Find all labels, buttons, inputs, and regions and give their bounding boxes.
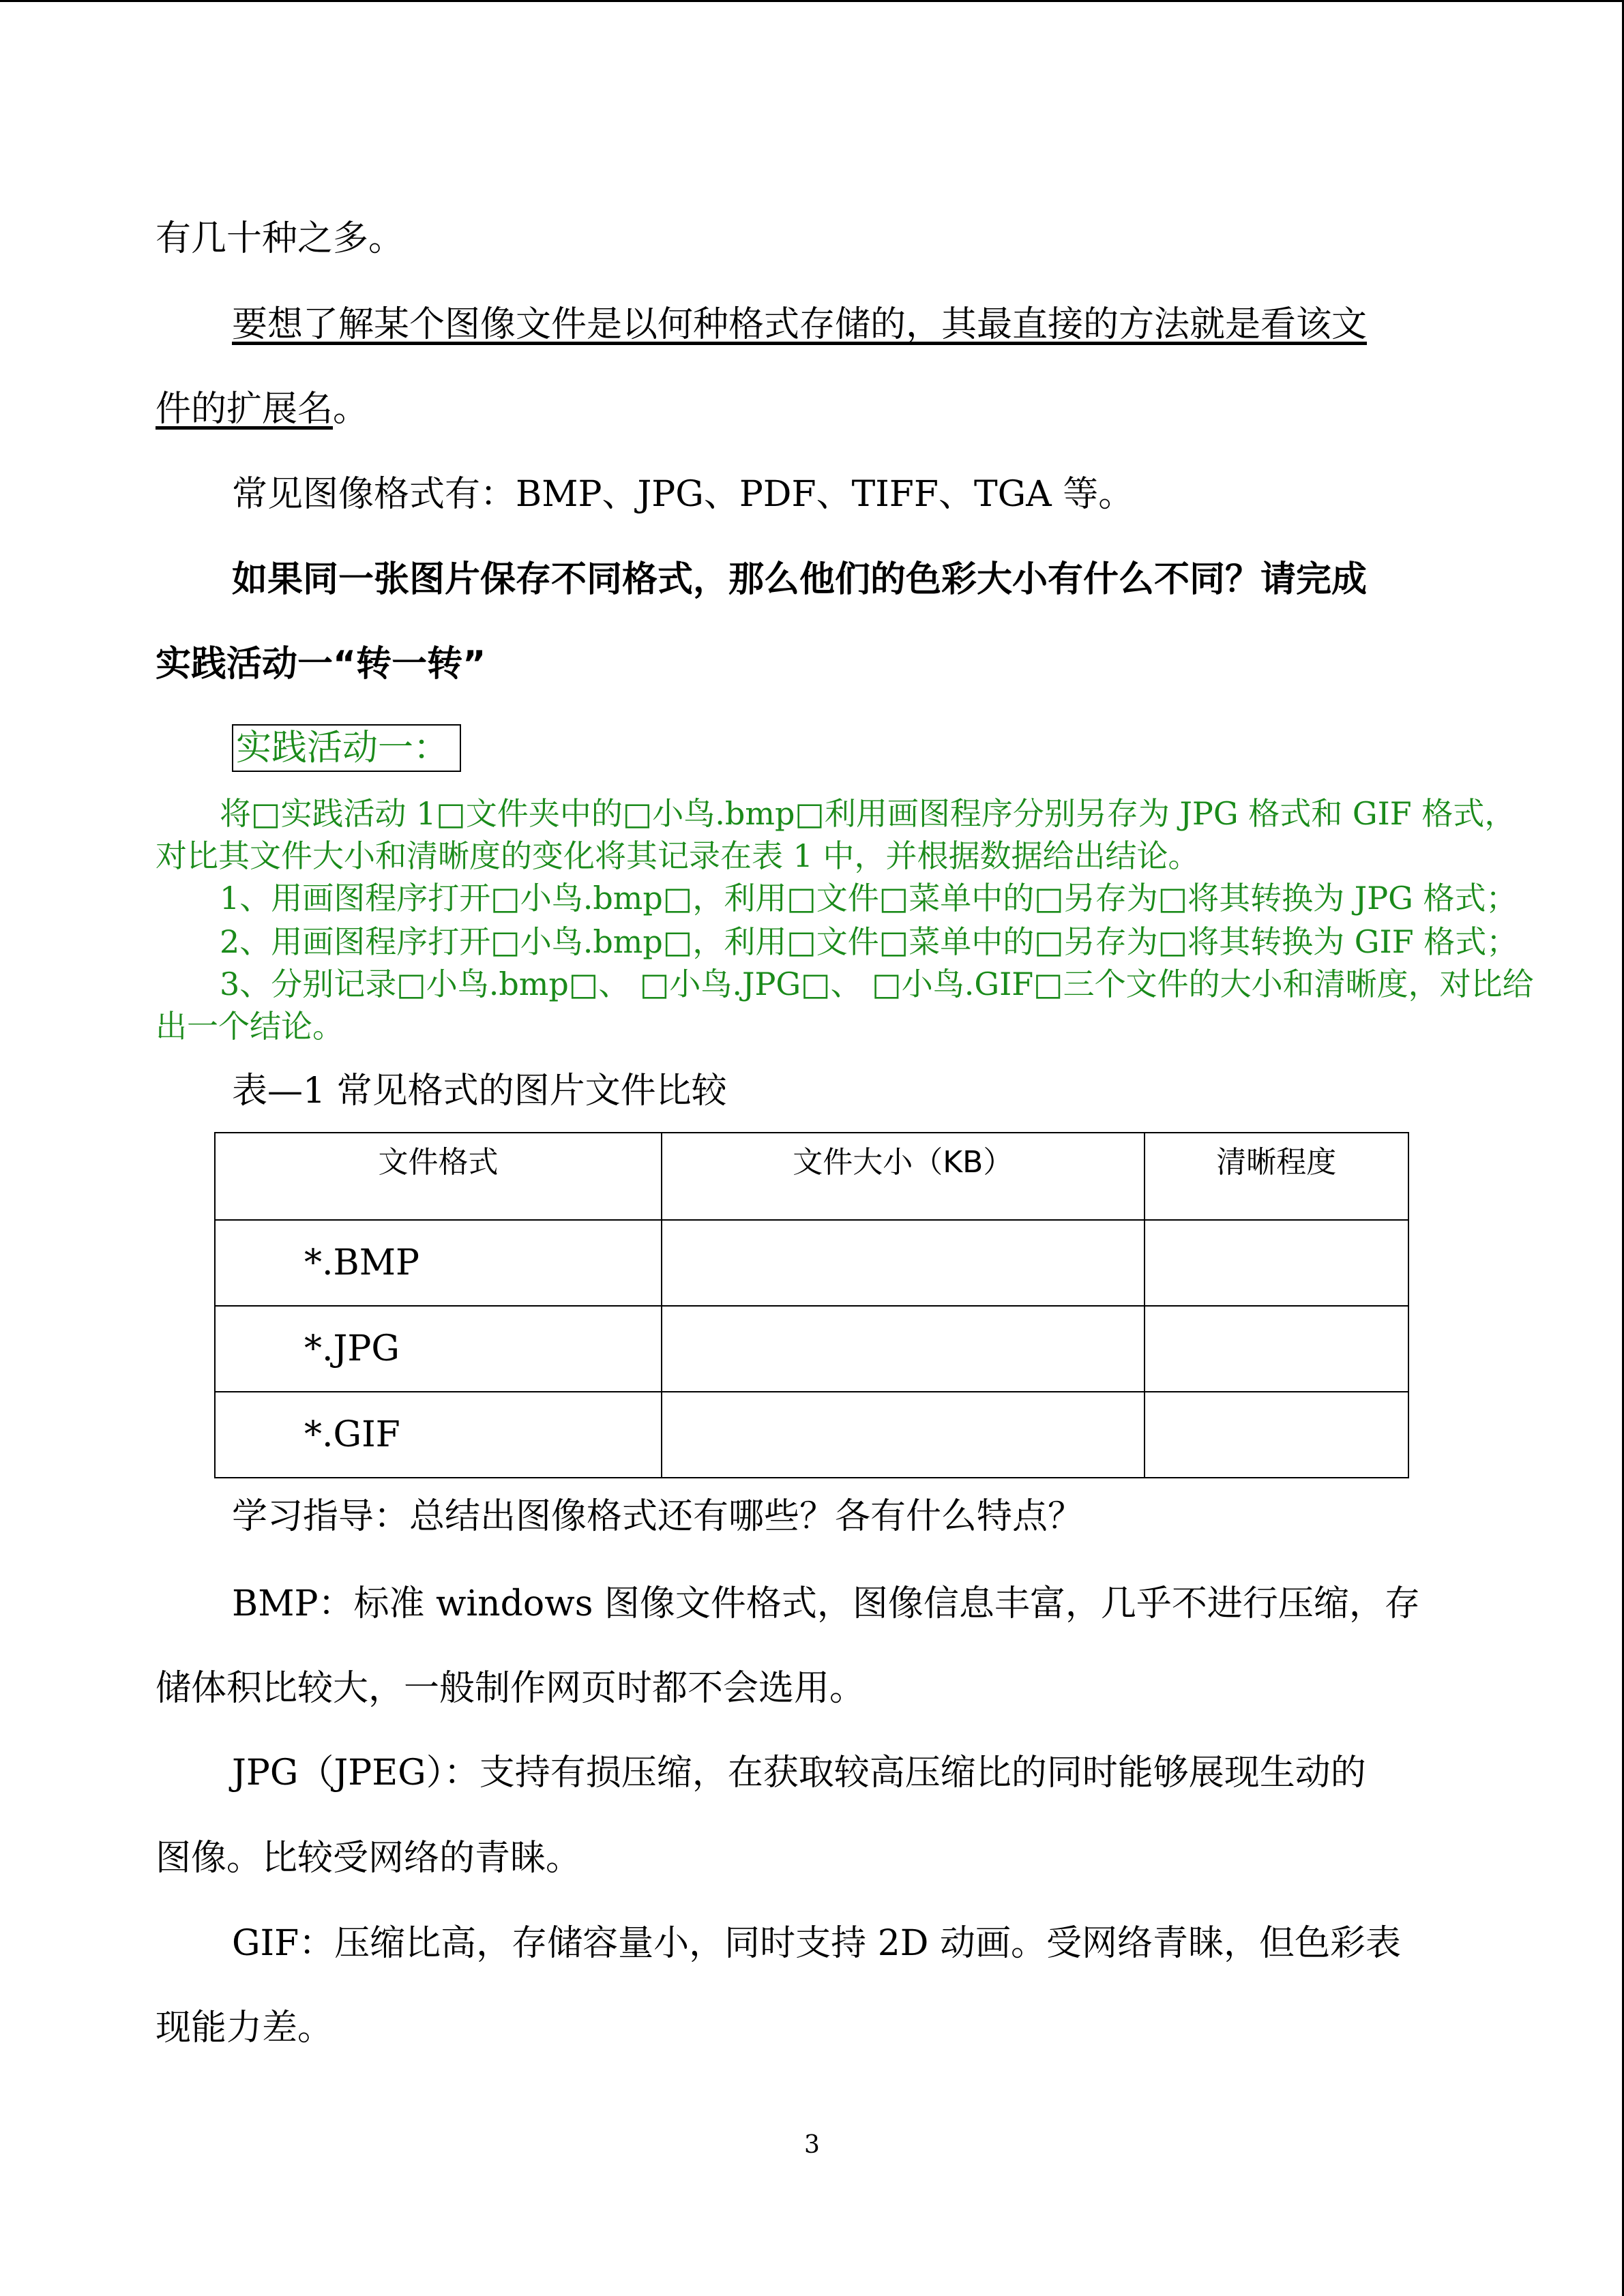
comparison-table: [214, 1132, 1409, 1478]
table-caption: 表—1 常见格式的图片文件比较: [232, 1071, 727, 1112]
guide-bmp-line1: BMP：标准 windows 图像文件格式，图像信息丰富，几乎不进行压缩，存: [232, 1583, 1420, 1624]
punctuation: 。: [333, 389, 369, 430]
cell-clarity[interactable]: [1145, 1306, 1408, 1392]
paragraph-question-line2: 实践活动一“转一转”: [156, 644, 486, 685]
activity-step3-line1: 3、分别记录□小鸟.bmp□、 □小鸟.JPG□、 □小鸟.GIF□三个文件的大小和清晰度，对比给: [220, 966, 1534, 1002]
table-header-row: [215, 1133, 1408, 1220]
paragraph-format-extension-line1: 要想了解某个图像文件是以何种格式存储的，其最直接的方法就是看该文: [232, 304, 1368, 345]
paragraph-intro-tail: 有几十种之多。: [156, 218, 404, 259]
guide-gif-line2: 现能力差。: [156, 2008, 334, 2048]
guide-jpg-line1: JPG（JPEG）：支持有损压缩，在获取较高压缩比的同时能够展现生动的: [232, 1753, 1366, 1793]
activity-step1: 1、用画图程序打开□小鸟.bmp□，利用□文件□菜单中的□另存为□将其转换为 JPG 格式；: [220, 880, 1518, 916]
activity-desc-line2: 对比其文件大小和清晰度的变化将其记录在表 1 中，并根据数据给出结论。: [156, 837, 1200, 874]
activity-step3-line2: 出一个结论。: [156, 1008, 344, 1045]
header-clarity: 清晰程度: [1145, 1133, 1408, 1220]
paragraph-question-line1: 如果同一张图片保存不同格式，那么他们的色彩大小有什么不同？请完成: [232, 559, 1368, 600]
cell-clarity[interactable]: [1145, 1392, 1408, 1478]
guide-gif-line1: GIF：压缩比高，存储容量小，同时支持 2D 动画。受网络青睐，但色彩表: [232, 1923, 1401, 1964]
activity-title-box: 实践活动一：: [232, 724, 461, 772]
cell-format: *.JPG: [215, 1306, 662, 1392]
guide-jpg-line2: 图像。比较受网络的青睐。: [156, 1838, 582, 1879]
cell-format: *.GIF: [215, 1392, 662, 1478]
cell-size[interactable]: [662, 1392, 1144, 1478]
cell-clarity[interactable]: [1145, 1220, 1408, 1306]
paragraph-format-extension-line2: [156, 367, 1465, 452]
table-row: [215, 1220, 1408, 1306]
header-format: 文件格式: [215, 1133, 662, 1220]
guide-title: 学习指导：总结出图像格式还有哪些？各有什么特点？: [232, 1496, 1084, 1537]
cell-size[interactable]: [662, 1220, 1144, 1306]
table-row: [215, 1392, 1408, 1478]
paragraph-common-formats: 常见图像格式有：BMP、JPG、PDF、TIFF、TGA 等。: [232, 474, 1134, 515]
underlined-text: 件的扩展名: [156, 389, 334, 430]
table-row: [215, 1306, 1408, 1392]
page-number: 3: [804, 2131, 820, 2159]
activity-step2: 2、用画图程序打开□小鸟.bmp□，利用□文件□菜单中的□另存为□将其转换为 GIF 格式；: [220, 923, 1518, 960]
page-top-border: [0, 0, 1624, 2]
cell-format: *.BMP: [215, 1220, 662, 1306]
guide-bmp-line2: 储体积比较大，一般制作网页时都不会选用。: [156, 1668, 866, 1709]
cell-size[interactable]: [662, 1306, 1144, 1392]
header-size: 文件大小（KB）: [662, 1133, 1144, 1220]
activity-desc-line1: 将□实践活动 1□文件夹中的□小鸟.bmp□利用画图程序分别另存为 JPG 格式和 GIF 格式，: [220, 795, 1516, 832]
